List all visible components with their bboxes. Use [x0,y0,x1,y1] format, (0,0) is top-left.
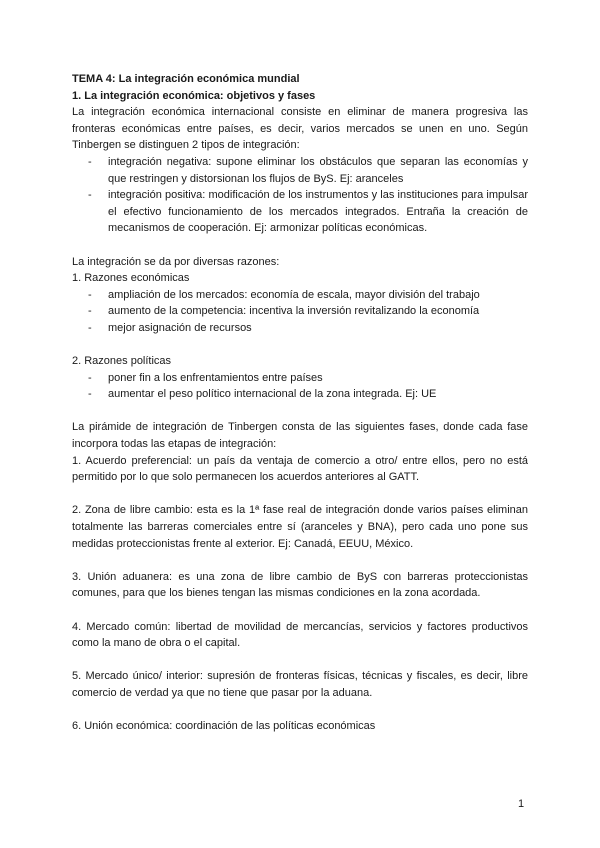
phase-paragraph: 5. Mercado único/ interior: supresión de fronteras físicas, técnicas y fiscales, es decir, libre comercio de verdad ya que no tiene que pasar por la aduana. [72,670,528,699]
list-item: - poner fin a los enfrentamientos entre países [72,370,528,387]
phase-paragraph: 3. Unión aduanera: es una zona de libre cambio de ByS con barreras proteccionistas comunes, para que los bienes tengan las mismas condiciones en la zona acordada. [72,570,528,600]
economic-reasons-heading: 1. Razones económicas [72,272,190,285]
list-item: - integración positiva: modificación de los instrumentos y las instituciones para impulsar el efectivo funcionamiento de los mercados integrados. Entraña la creación de mecanismos de cooperación. Ej: armonizar políticas económicas. [72,187,528,237]
political-reasons-heading: 2. Razones políticas [72,355,172,368]
phase-paragraph: 4. Mercado común: libertad de movilidad de mercancías, servicios y factores productivos como la mano de obra o el capital. [72,620,528,650]
political-reasons-list [72,370,528,403]
phase-paragraph: 1. Acuerdo preferencial: un país da ventaja de comercio a otro/ entre ellos, pero no está permitido por lo que solo permanecen los acuerdos anteriores al GATT. [72,454,528,484]
reasons-intro: La integración se da por diversas razones: [72,255,280,268]
page-number: 1 [518,798,525,810]
section-heading: 1. La integración económica: objetivos y fases [72,89,316,102]
list-item: - mejor asignación de recursos [72,320,528,337]
intro-paragraph: La integración económica internacional consiste en eliminar de manera progresiva las fronteras económicas entre países, es decir, varios mercados se unen en uno. Según Tinbergen se distinguen 2 tipos de integración: [72,106,528,152]
integration-types-list [72,154,528,237]
economic-reasons-list [72,287,528,337]
list-item: - integración negativa: supone eliminar los obstáculos que separan las economías y que restringen y distorsionan los flujos de ByS. Ej: aranceles [72,154,528,187]
phase-paragraph: 2. Zona de libre cambio: esta es la 1ª fase real de integración donde varios países eliminan totalmente las barreras comerciales entre sí (aranceles y BNA), pero cada uno pone sus medidas proteccionistas frente al exterior. Ej: Canadá, EEUU, México. [72,504,528,550]
list-item: - aumento de la competencia: incentiva la inversión revitalizando la economía [72,303,528,320]
list-item: - aumentar el peso político internacional de la zona integrada. Ej: UE [72,386,528,403]
phase-paragraph: 6. Unión económica: coordinación de las políticas económicas [72,720,376,733]
document-title: TEMA 4: La integración económica mundial [72,73,300,85]
document-page [72,71,528,735]
pyramid-intro: La pirámide de integración de Tinbergen consta de las siguientes fases, donde cada fase incorpora todas las etapas de integración: [72,421,528,451]
list-item: - ampliación de los mercados: economía de escala, mayor división del trabajo [72,287,528,304]
